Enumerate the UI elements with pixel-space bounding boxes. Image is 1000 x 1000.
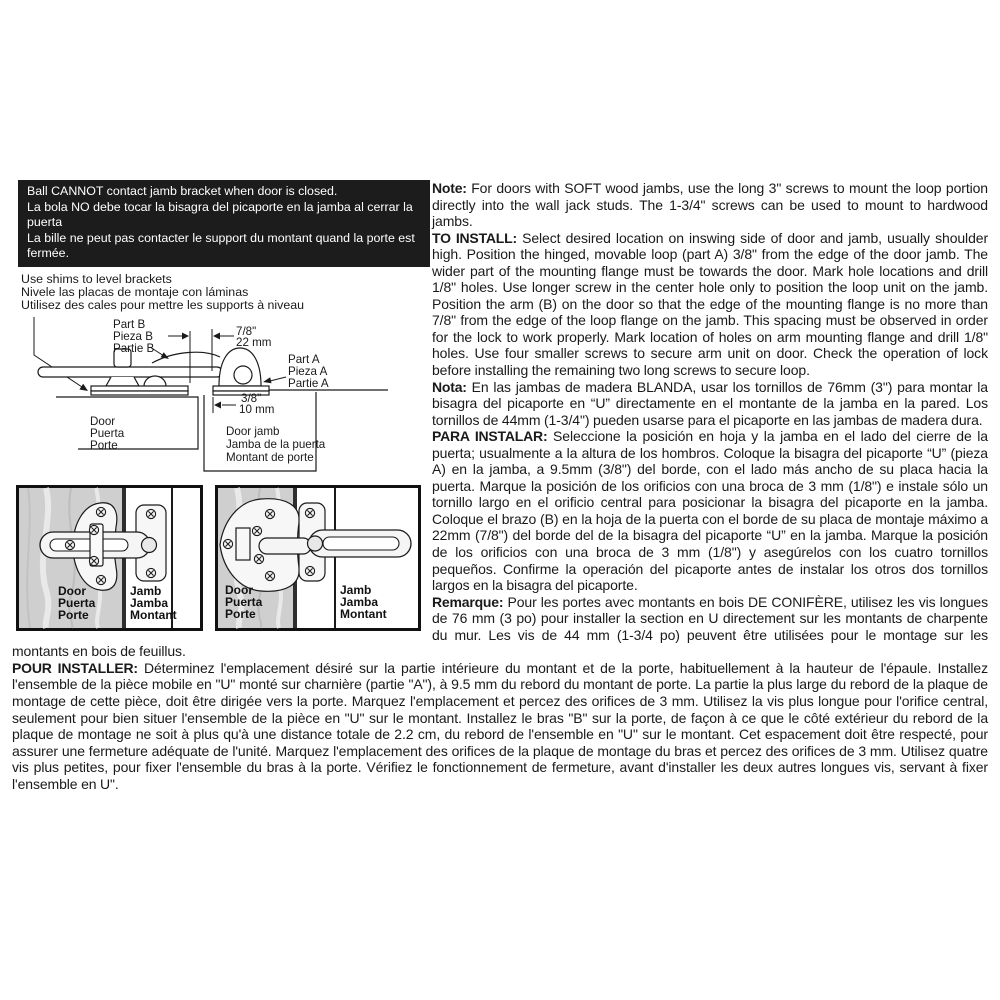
svg-text:Partie B: Partie B	[113, 341, 155, 355]
door-jamb-label	[226, 425, 326, 464]
svg-text:Part A: Part A	[288, 352, 320, 366]
svg-text:Porte: Porte	[90, 438, 118, 452]
svg-text:Jamb: Jamb	[340, 582, 372, 597]
svg-text:Montant: Montant	[130, 607, 177, 622]
svg-text:Montant de porte: Montant de porte	[226, 450, 314, 464]
install-fr-text: Déterminez l'emplacement désiré sur la partie intérieure du montant et de la porte, habituellement à la hauteur de l'épaule. Installez l'ensemble de la pièce mobile en "U" monté sur charnière (partie "A"), à 9.5 mm du rebord du montant de porte. La partie la plus large du rebord de la plaque de montage de cette pièce, doit être dirigée vers la porte. Marquez l'emplacement et percez des orifices de 3 mm. Utilisez la vis plus longue pour l'orifice central, seulement pour bien situer l'ensemble de la pièce en "U" sur le montant. Installez le bras "B" sur la porte, de façon à ce que le côté extérieur du rebord de la plaque de montage ne soit à plus qu'à une distance totale de 2.2 cm, du rebord de l'ensemble en "U" sur le montant. Cet espacement doit être respecté, pour assurer une fermeture adéquate de l'unité. Marquez l'emplacement des orifices de la plaque de montage du bras et percez des orifices de 3 mm. Utilisez quatre vis plus petites, pour fixer l'ensemble du bras à la porte. Vérifiez le fonctionnement de fermeture, avant d'installer les deux autres longues vis, servant à fixer l'ensemble en U".	[12, 659, 988, 792]
svg-text:Door: Door	[90, 414, 116, 428]
note-en-label: Note:	[432, 180, 467, 196]
guard-arm-open	[308, 530, 412, 557]
svg-text:Jamb: Jamb	[130, 583, 162, 598]
shims-line-fr: Utilisez des cales pour mettre les supports à niveau	[21, 298, 305, 313]
install-en-text: Select desired location on inswing side of door and jamb, usually shoulder high. Position the hinged, movable loop (part A) 3/8" from the edge of the door jamb. The wider part of the mounting flange must be towards the door. Mark hole locations and drill 1/8" holes. Use longer screw in the center hole only to position the loop unit on the jamb. Position the arm (B) on the door so that the edge of the mounting flange is no more than 7/8" from the edge of the loop flange on the jamb. This spacing must be observed in order for the lock to work properly. Mark location of holes on arm mounting flange and drill 1/8" holes. Use four smaller screws to secure arm unit on door. Check the operation of lock before installing the remaining two long screws to secure loop.	[432, 229, 989, 379]
note-en-text: For doors with SOFT wood jambs, use the long 3" screws to mount the loop portion directly into the wall jack studs. The 1-3/4" screws can be used to mount to hardwood jambs.	[432, 180, 988, 230]
install-es-label: PARA INSTALAR:	[432, 428, 548, 445]
svg-text:Door jamb: Door jamb	[226, 424, 280, 438]
install-es-text: Seleccione la posición en hoja y la jamba en el lado del cierre de la puerta; usualmente a la altura de los hombros. Coloque la bisagra del picaporte “U” (pieza A) en la jamba, a 9.5mm (3/8") del borde, con el lado más ancho de su placa hacia la puerta. Marque la posición de los orificios con una broca de 3 mm (1/8") e instale sólo un tornillo largo en el orificio central para posicionar la bisagra del picaporte en la jamba. Coloque el brazo (B) en la hoja de la puerta con el borde de su placa de montaje máximo a 22mm (7/8") del borde del de la bisagra del picaporte “U” en la jamba. Marque la posición de los orificios con una broca de 3 mm (1/8") y asegúrelos con los cuatro tornillos pequeños. Confirme la operación del picaporte antes de instalar los otros dos tornillos largos en la bisagra del picaporte.	[432, 428, 988, 594]
shims-line-en: Use shims to level brackets	[21, 271, 172, 286]
shim-leader-arrow	[34, 317, 88, 391]
note-es-label: Nota:	[432, 378, 467, 395]
open-position-illustration	[215, 485, 421, 631]
note-fr-label: Remarque:	[432, 593, 504, 610]
door-outline	[56, 397, 198, 449]
svg-text:Porte: Porte	[225, 606, 256, 621]
svg-text:Jamba de la puerta: Jamba de la puerta	[226, 437, 326, 451]
warning-banner	[18, 180, 430, 267]
shims-line-es: Nivele las placas de montaje con láminas	[21, 285, 249, 300]
shims-note	[21, 273, 432, 313]
door-label	[90, 415, 125, 452]
svg-text:Part B: Part B	[113, 317, 146, 331]
svg-text:Jamba: Jamba	[130, 595, 169, 610]
warning-line-es: La bola NO debe tocar la bisagra del picaporte en la jamba al cerrar la puerta	[27, 199, 413, 230]
hinged-stub-arm	[259, 538, 311, 554]
svg-text:Puerta: Puerta	[58, 595, 96, 610]
keeper-ball	[142, 537, 157, 552]
svg-text:Puerta: Puerta	[225, 594, 263, 609]
svg-text:Pieza A: Pieza A	[288, 364, 328, 378]
svg-text:Door: Door	[58, 583, 86, 598]
install-en-label: TO INSTALL:	[432, 229, 517, 246]
side-view-diagram	[14, 315, 430, 485]
gap-dimension-mm: 22 mm	[236, 335, 272, 349]
paragraph-install-fr	[12, 660, 988, 792]
installation-illustrations	[16, 485, 432, 631]
offset-dimension-mm: 10 mm	[239, 402, 275, 416]
offset-dimension-inches: 3/8"	[241, 391, 262, 405]
gap-dimension-inches: 7/8"	[236, 324, 257, 338]
keeper-ball	[308, 536, 323, 551]
warning-line-fr: La bille ne peut pas contacter le support du montant quand la porte est fermée.	[27, 230, 415, 261]
warning-line-en: Ball CANNOT contact jamb bracket when door is closed.	[27, 184, 338, 198]
svg-text:Puerta: Puerta	[90, 426, 125, 440]
offset-dimension	[213, 392, 274, 416]
note-fr-text: Pour les portes avec montants en bois DE CONIFÈRE, utilisez les vis longues de 76 mm (3 po) pour installer la section en U directement sur les montants de charpente du mur. Les vis de 44 mm (1-3/4 po) peuvent être utilisées pour le montage sur les montants en bois de feuillus.	[12, 593, 988, 660]
svg-text:Jamba: Jamba	[340, 594, 379, 609]
part-a-loop	[213, 348, 269, 395]
left-column	[12, 180, 432, 631]
note-es-text: En las jambas de madera BLANDA, usar los tornillos de 76mm (3") para montar la bisagra del picaporte en “U” directamente en el montante de la jamba en la pared. Los tornillos de 44mm (1-3/4") pueden usarse para el picaporte en las jambas de madera dura.	[432, 378, 988, 428]
part-a-label	[263, 353, 329, 390]
svg-text:Pieza B: Pieza B	[113, 329, 153, 343]
install-fr-label: POUR INSTALLER:	[12, 659, 138, 676]
svg-text:Door: Door	[225, 582, 253, 597]
closed-position-illustration	[16, 485, 203, 631]
part-b-label	[113, 318, 169, 359]
svg-text:Montant: Montant	[340, 606, 387, 621]
svg-text:Partie A: Partie A	[288, 376, 329, 390]
sheet-content	[12, 180, 988, 792]
svg-text:Porte: Porte	[58, 607, 89, 622]
